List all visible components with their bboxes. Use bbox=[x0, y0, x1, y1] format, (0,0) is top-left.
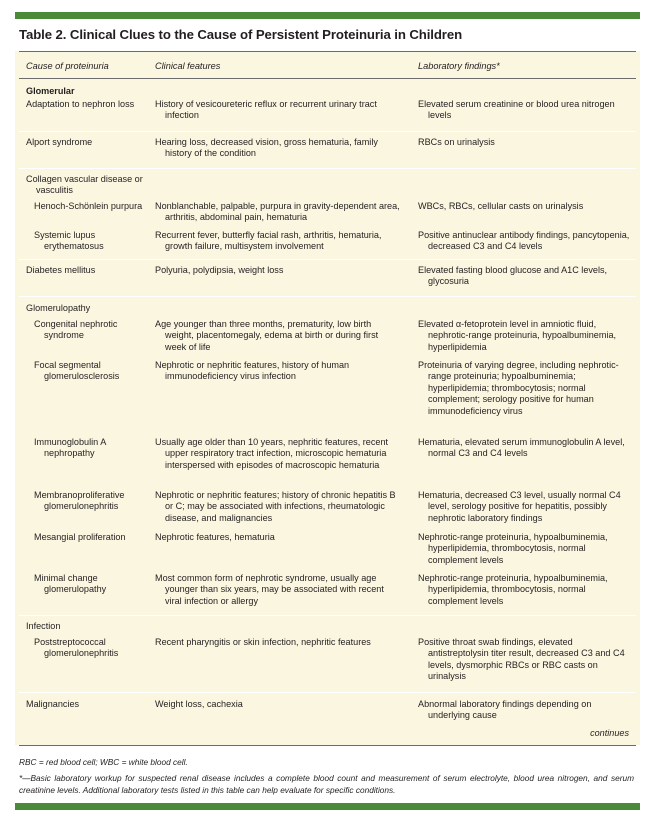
row-alport-features: Hearing loss, decreased vision, gross hematuria, family history of the condition bbox=[155, 137, 378, 159]
row-poststreptococcal-features: Recent pharyngitis or skin infection, nephritic features bbox=[155, 637, 371, 647]
row-diabetes-labs: Elevated fasting blood glucose and A1C levels, glycosuria bbox=[418, 265, 608, 287]
row-poststreptococcal-labs: Positive throat swab findings, elevated antistreptolysin titer result, decreased C3 and C4 levels, dysmorphic RBCs or RBC casts on urinalysis bbox=[418, 637, 625, 682]
group-glomerulopathy: Glomerulopathy bbox=[26, 303, 91, 313]
row-alport-labs: RBCs on urinalysis bbox=[418, 137, 495, 147]
row-minimal-change-cause: Minimal change glomerulopathy bbox=[34, 573, 107, 595]
row-separator bbox=[19, 168, 636, 169]
row-mesangial-labs: Nephrotic-range proteinuria, hypoalbuminemia, hyperlipidemia, thrombocytosis, normal complement levels bbox=[418, 532, 608, 565]
row-focal-cause: Focal segmental glomerulosclerosis bbox=[34, 360, 120, 382]
row-congenital-labs: Elevated α-fetoprotein level in amniotic fluid, nephrotic-range proteinuria, hypoalbuminemia, hyperlipidemia bbox=[418, 319, 617, 352]
table-title: Table 2. Clinical Clues to the Cause of Persistent Proteinuria in Children bbox=[19, 27, 463, 42]
row-adaptation-labs: Elevated serum creatinine or blood urea nitrogen levels bbox=[418, 99, 615, 121]
row-minimal-change-labs: Nephrotic-range proteinuria, hypoalbuminemia, hyperlipidemia, thrombocytosis, normal complement levels bbox=[418, 573, 608, 606]
row-separator bbox=[19, 692, 636, 693]
row-adaptation-features: History of vesicoureteric reflux or recurrent urinary tract infection bbox=[155, 99, 377, 121]
row-mesangial-features: Nephrotic features, hematuria bbox=[155, 532, 275, 542]
continues-note: continues bbox=[590, 728, 629, 738]
row-diabetes-features: Polyuria, polydipsia, weight loss bbox=[155, 265, 284, 275]
row-alport-cause: Alport syndrome bbox=[26, 137, 93, 147]
top-accent-bar bbox=[15, 12, 640, 19]
row-lupus-labs: Positive antinuclear antibody findings, pancytopenia, decreased C3 and C4 levels bbox=[418, 230, 630, 252]
row-malignancies-cause: Malignancies bbox=[26, 699, 80, 709]
row-focal-labs: Proteinuria of varying degree, including nephrotic-range proteinuria; hypoalbuminemia; hyperlipidemia; thrombocytosis; normal complement; serology positive for human immunodeficiency virus bbox=[418, 360, 619, 416]
row-minimal-change-features: Most common form of nephrotic syndrome, usually age younger than six years, may be associated with recent viral infection or allergy bbox=[155, 573, 384, 606]
group-infection: Infection bbox=[26, 621, 61, 631]
row-separator bbox=[19, 615, 636, 616]
footnote-lab-workup: *—Basic laboratory workup for suspected renal disease includes a complete blood count and measurement of serum electrolyte, blood urea nitrogen, and serum creatinine levels. Additional laboratory tests listed in this table can help evaluate for specific conditions. bbox=[19, 773, 634, 796]
header-top-rule bbox=[19, 51, 636, 52]
group-collagen: Collagen vascular disease or vasculitis bbox=[26, 174, 143, 196]
row-separator bbox=[19, 259, 636, 260]
row-iga-labs: Hematuria, elevated serum immunoglobulin A level, normal C3 and C4 levels bbox=[418, 437, 625, 459]
row-separator bbox=[19, 296, 636, 297]
footnote-abbreviations: RBC = red blood cell; WBC = white blood cell. bbox=[19, 757, 188, 767]
header-bottom-rule bbox=[19, 78, 636, 79]
row-malignancies-labs: Abnormal laboratory findings depending on underlying cause bbox=[418, 699, 592, 721]
group-glomerular: Glomerular bbox=[26, 86, 75, 96]
row-focal-features: Nephrotic or nephritic features, history of human immunodeficiency virus infection bbox=[155, 360, 350, 382]
row-henoch-features: Nonblanchable, palpable, purpura in gravity-dependent area, arthritis, abdominal pain, hematuria bbox=[155, 201, 400, 223]
row-membranoproliferative-cause: Membranoproliferative glomerulonephritis bbox=[34, 490, 125, 512]
row-membranoproliferative-labs: Hematuria, decreased C3 level, usually normal C4 level, serology positive for hepatitis, possibly nephrotic laboratory findings bbox=[418, 490, 621, 523]
header-cause: Cause of proteinuria bbox=[26, 61, 109, 71]
row-poststreptococcal-cause: Poststreptococcal glomerulonephritis bbox=[34, 637, 119, 659]
row-henoch-labs: WBCs, RBCs, cellular casts on urinalysis bbox=[418, 201, 584, 211]
row-iga-cause: Immunoglobulin A nephropathy bbox=[34, 437, 106, 459]
row-lupus-features: Recurrent fever, butterfly facial rash, arthritis, hematuria, growth failure, multisystem involvement bbox=[155, 230, 382, 252]
row-mesangial-cause: Mesangial proliferation bbox=[34, 532, 126, 542]
row-adaptation-cause: Adaptation to nephron loss bbox=[26, 99, 135, 109]
header-clinical-features: Clinical features bbox=[155, 61, 221, 71]
row-separator bbox=[19, 131, 636, 132]
row-congenital-features: Age younger than three months, prematurity, low birth weight, placentomegaly, edema at birth or during first week of life bbox=[155, 319, 379, 352]
bottom-accent-bar bbox=[15, 803, 640, 810]
row-henoch-cause: Henoch-Schönlein purpura bbox=[34, 201, 143, 211]
header-laboratory-findings: Laboratory findings* bbox=[418, 61, 500, 71]
row-lupus-cause: Systemic lupus erythematosus bbox=[34, 230, 104, 252]
row-membranoproliferative-features: Nephrotic or nephritic features; history of chronic hepatitis B or C; may be associated with infections, rheumatologic disease, and malignancies bbox=[155, 490, 396, 523]
table-bottom-rule bbox=[19, 745, 636, 746]
row-malignancies-features: Weight loss, cachexia bbox=[155, 699, 243, 709]
row-congenital-cause: Congenital nephrotic syndrome bbox=[34, 319, 118, 341]
row-diabetes-cause: Diabetes mellitus bbox=[26, 265, 96, 275]
row-iga-features: Usually age older than 10 years, nephritic features, recent upper respiratory tract infection, microscopic hematuria interspersed with episodes of macroscopic hematuria bbox=[155, 437, 389, 470]
